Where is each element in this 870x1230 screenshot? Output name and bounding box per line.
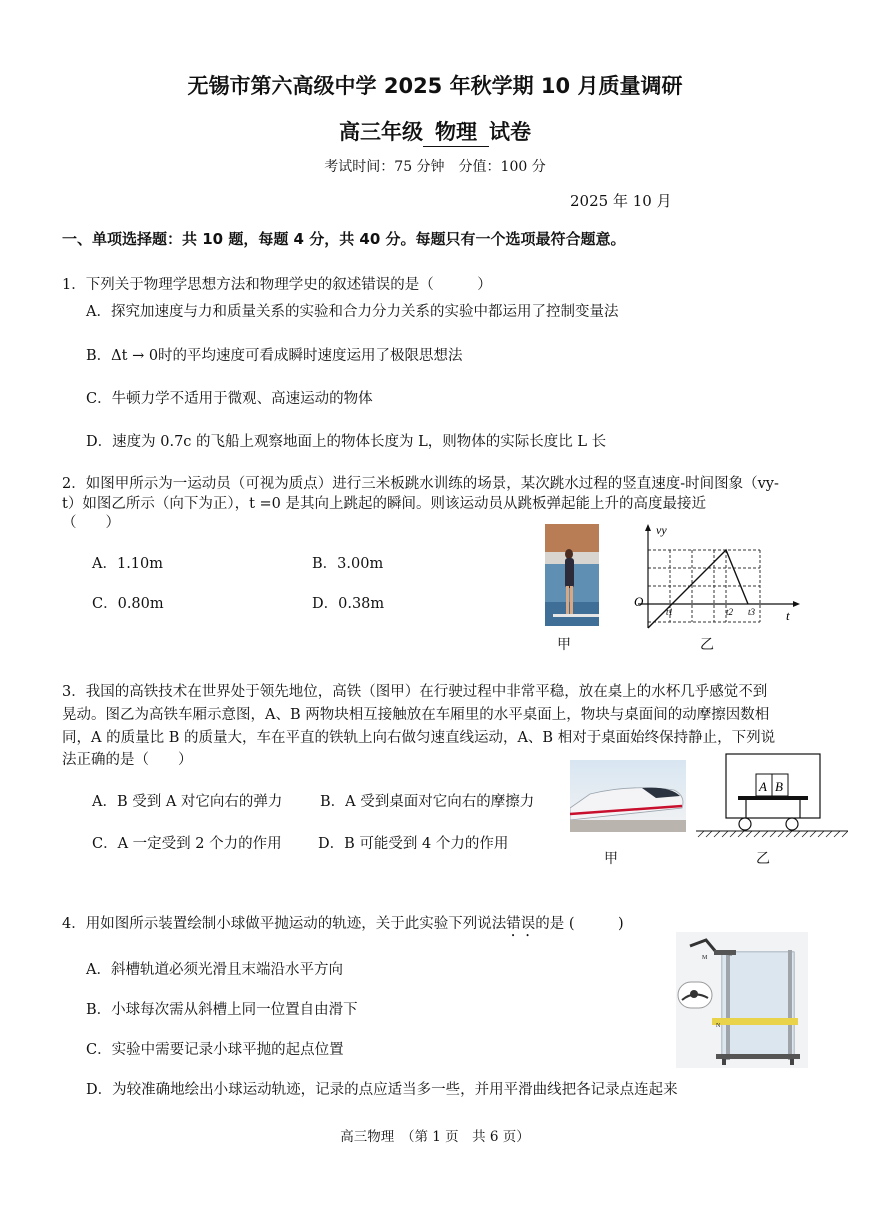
q3-option-c: C．A 一定受到 2 个力的作用 bbox=[92, 836, 282, 852]
q3-option-b: B．A 受到桌面对它向右的摩擦力 bbox=[320, 794, 535, 810]
projectile-apparatus-photo bbox=[676, 932, 808, 1068]
block-a-label: A bbox=[759, 779, 767, 794]
q3-option-a: A．B 受到 A 对它向右的弹力 bbox=[92, 794, 283, 810]
q1-stem: 1．下列关于物理学思想方法和物理学史的叙述错误的是（ ） bbox=[62, 277, 492, 293]
q4-stem-pre: 4．用如图所示装置绘制小球做平抛运动的轨迹，关于此实验下列说法 bbox=[62, 916, 507, 932]
school-title: 无锡市第六高级中学 2025 年秋学期 10 月质量调研 bbox=[187, 74, 683, 98]
apparatus-label-n: N bbox=[716, 1023, 721, 1029]
q2-stem-line1: 2．如图甲所示为一运动员（可视为质点）进行三米板跳水训练的场景，某次跳水过程的竖直速度-时间图象（vy- bbox=[62, 476, 779, 492]
q2-fig-caption-left: 甲 bbox=[557, 637, 571, 653]
q2-fig-caption-right: 乙 bbox=[700, 637, 714, 653]
section-heading: 一、单项选择题：共 10 题，每题 4 分，共 40 分。每题只有一个选项最符合题意。 bbox=[62, 230, 626, 248]
q3-stem-line3: 同，A 的质量比 B 的质量大，车在平直的铁轨上向右做匀速直线运动，A、B 相对于桌面始终保持静止，下列说 bbox=[62, 730, 776, 746]
graph-origin-label: O bbox=[634, 594, 644, 609]
q2-stem-line2: t）如图乙所示（向下为正），t =0 是其向上跳起的瞬间。则该运动员从跳板弹起能上升的高度最接近 bbox=[62, 496, 706, 512]
q2-option-a: A．1.10m bbox=[92, 556, 164, 572]
subject-label: 物理 bbox=[423, 116, 489, 147]
paper-title bbox=[0, 116, 870, 147]
graph-x-label: t bbox=[786, 608, 790, 623]
page-footer: 高三物理 （第 1 页 共 6 页） bbox=[340, 1129, 530, 1145]
q3-stem-line1: 3．我国的高铁技术在世界处于领先地位，高铁（图甲）在行驶过程中非常平稳，放在桌上的水杯几乎感觉不到 bbox=[62, 684, 768, 700]
graph-t2-label: t2 bbox=[726, 607, 734, 617]
paper-label: 试卷 bbox=[489, 120, 531, 144]
q4-option-d: D．为较准确地绘出小球运动轨迹，记录的点应适当多一些，并用平滑曲线把各记录点连起来 bbox=[86, 1082, 678, 1098]
velocity-time-graph bbox=[630, 520, 805, 635]
q2-option-d: D．0.38m bbox=[312, 596, 385, 612]
q1-option-a: A．探究加速度与力和质量关系的实验和合力分力关系的实验中都运用了控制变量法 bbox=[86, 304, 619, 320]
q1-option-c: C．牛顿力学不适用于微观、高速运动的物体 bbox=[86, 391, 373, 407]
grade-label: 高三年级 bbox=[339, 120, 423, 144]
exam-info: 考试时间：75 分钟 分值：100 分 bbox=[324, 159, 546, 175]
q4-option-c: C．实验中需要记录小球平抛的起点位置 bbox=[86, 1042, 344, 1058]
q1-option-b: B．Δt → 0时的平均速度可看成瞬时速度运用了极限思想法 bbox=[86, 348, 463, 364]
graph-y-label: vy bbox=[656, 523, 667, 537]
q2-option-c: C．0.80m bbox=[92, 596, 164, 612]
q3-stem-line4: 法正确的是（ ） bbox=[62, 752, 193, 768]
q2-option-b: B．3.00m bbox=[312, 556, 384, 572]
exam-date: 2025 年 10 月 bbox=[570, 192, 672, 210]
carriage-diagram bbox=[696, 752, 848, 840]
q4-stem-emphasis: 错误 bbox=[506, 916, 536, 932]
q4-option-b: B．小球每次需从斜槽上同一位置自由滑下 bbox=[86, 1002, 358, 1018]
q4-stem bbox=[62, 912, 624, 940]
q1-option-d: D．速度为 0.7c 的飞船上观察地面上的物体长度为 L，则物体的实际长度比 L 长 bbox=[86, 434, 607, 450]
q3-fig-caption-right: 乙 bbox=[756, 851, 770, 867]
block-b-label: B bbox=[775, 779, 783, 794]
graph-t3-label: t3 bbox=[748, 607, 756, 617]
q4-stem-post: 的是 ( ) bbox=[535, 916, 624, 932]
q4-option-a: A．斜槽轨道必须光滑且末端沿水平方向 bbox=[86, 962, 343, 978]
diver-photo bbox=[545, 524, 599, 626]
q3-fig-caption-left: 甲 bbox=[604, 851, 618, 867]
q3-stem-line2: 晃动。图乙为高铁车厢示意图，A、B 两物块相互接触放在车厢里的水平桌面上，物块与桌面间的动摩擦因数相 bbox=[62, 707, 770, 723]
graph-t1-label: t1 bbox=[666, 607, 674, 617]
q2-stem-line3: （ ） bbox=[62, 515, 120, 531]
q3-option-d: D．B 可能受到 4 个力的作用 bbox=[318, 836, 509, 852]
apparatus-label-m: M bbox=[702, 955, 708, 961]
high-speed-train-photo bbox=[570, 760, 686, 832]
